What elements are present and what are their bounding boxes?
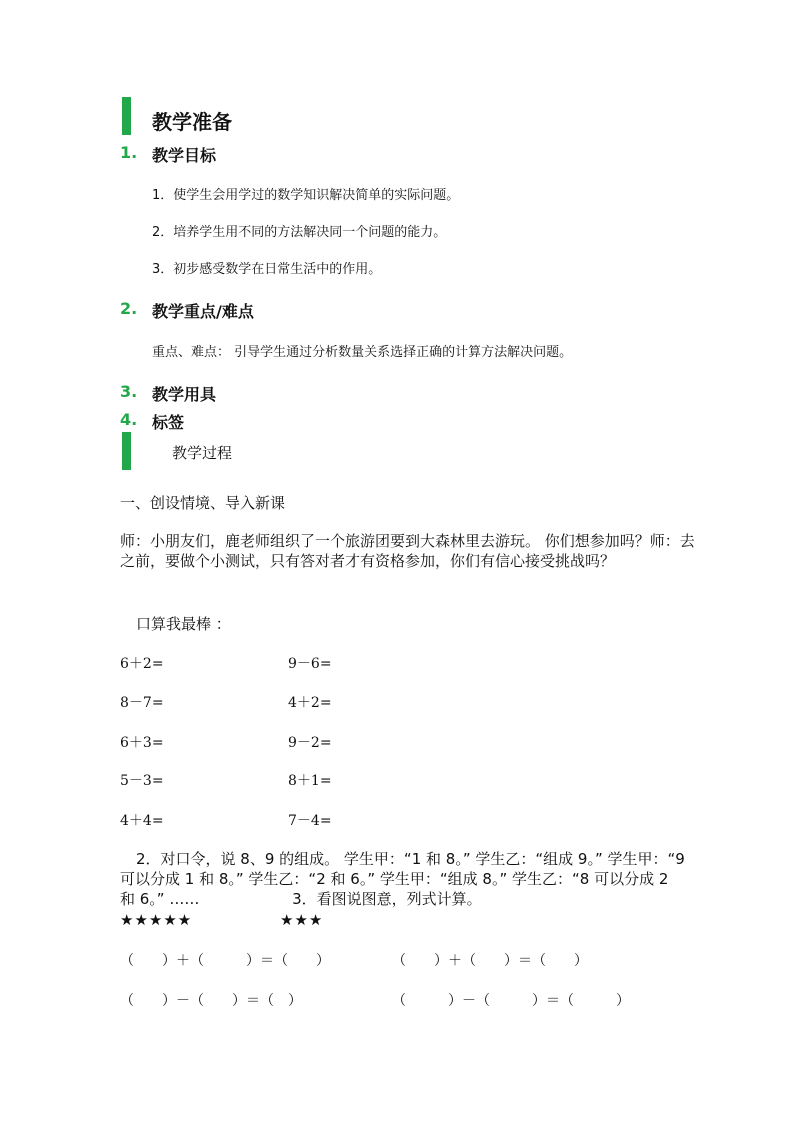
part1-title: 一、创设情境、导入新课	[120, 494, 286, 512]
dialogue-paragraph: 师：小朋友们，鹿老师组织了一个旅游团要到大森林里去游玩。 你们想参加吗？师：去之前，要做个小测试，只有答对者才有资格参加，你们有信心接受挑战吗？	[120, 532, 695, 570]
oral-calc-title: 口算我最棒 ：	[136, 615, 231, 633]
goal-item-1: 1．使学生会用学过的数学知识解决简单的实际问题。	[152, 188, 460, 203]
section-title-tags: 标签	[152, 413, 185, 432]
equation-blank-row1-right: （ ）＋（ ）＝（ ）	[392, 953, 588, 969]
oral-calc-right-5: 7－4=	[288, 813, 332, 829]
oral-calc-left-3: 6＋3=	[120, 735, 164, 751]
section-number-3: 3.	[120, 382, 138, 401]
stars-group-b: ★★★	[280, 911, 324, 929]
equation-blank-row2-right: （ ）－（ ）＝（ ）	[392, 993, 630, 1009]
section-title-tools: 教学用具	[152, 385, 217, 404]
password-game-text: 2．对口令，说 8、9 的组成。 学生甲：“1 和 8。” 学生乙：“组成 9。” 学生甲：“9 可以分成 1 和 8。” 学生乙：“2 和 6。” 学生甲：“组成 8。” 学生乙：“8 可以分成 2 和 6。” ……	[120, 850, 685, 908]
stars-group-a: ★★★★★	[120, 911, 193, 929]
oral-calc-left-4: 5－3=	[120, 773, 164, 789]
section-marker-bar	[122, 432, 131, 470]
section-title-goals: 教学目标	[152, 146, 217, 165]
oral-calc-left-5: 4＋4=	[120, 813, 164, 829]
oral-calc-right-2: 4＋2=	[288, 695, 332, 711]
section-number-1: 1.	[120, 143, 138, 162]
prep-title: 教学准备	[152, 110, 232, 134]
oral-calc-left-2: 8－7=	[120, 695, 164, 711]
oral-calc-right-3: 9－2=	[288, 735, 332, 751]
oral-calc-right-1: 9－6=	[288, 656, 332, 672]
process-title: 教学过程	[172, 444, 233, 462]
section-number-4: 4.	[120, 410, 138, 429]
key-points-text: 重点、难点： 引导学生通过分析数量关系选择正确的计算方法解决问题。	[152, 345, 573, 360]
section-number-2: 2.	[120, 299, 138, 318]
section-marker-bar	[122, 97, 131, 135]
goal-item-3: 3．初步感受数学在日常生活中的作用。	[152, 262, 382, 277]
equation-blank-row1-left: （ ）＋（ ）＝（ ）	[120, 953, 330, 969]
section-title-key-points: 教学重点/难点	[152, 302, 254, 321]
goal-item-2: 2．培养学生用不同的方法解决同一个问题的能力。	[152, 225, 447, 240]
oral-calc-right-4: 8＋1=	[288, 773, 332, 789]
oral-calc-left-1: 6＋2=	[120, 656, 164, 672]
password-game-paragraph	[120, 849, 686, 909]
equation-blank-row2-left: （ ）－（ ）＝（ ）	[120, 993, 302, 1009]
item3-text: 3．看图说图意，列式计算。	[292, 890, 482, 908]
